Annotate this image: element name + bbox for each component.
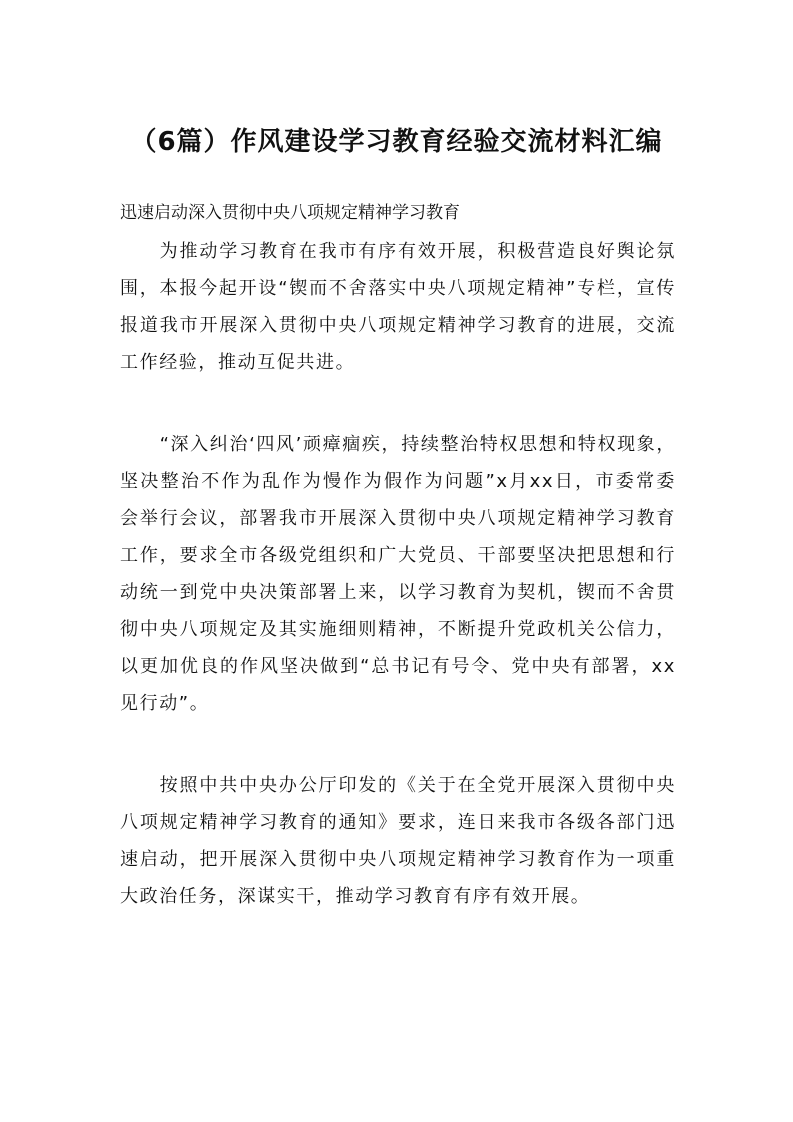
paragraph-spacer	[120, 722, 676, 767]
paragraph-2: “深入纠治‘四风’顽瘴痼疾，持续整治特权思想和特权现象，坚决整治不作为乱作为慢作为假作为问题”x月xx日，市委常委会举行会议，部署我市开展深入贯彻中央八项规定精神学习教育工作，要求全市各级党组织和广大党员、干部要坚决把思想和行动统一到党中央决策部署上来，以学习教育为契机，锲而不舍贯彻中央八项规定及其实施细则精神，不断提升党政机关公信力，以更加优良的作风坚决做到“总书记有号令、党中央有部署，xx见行动”。	[120, 434, 676, 714]
document-title: （6篇）作风建设学习教育经验交流材料汇编	[130, 127, 663, 157]
paragraph-3: 按照中共中央办公厅印发的《关于在全党开展深入贯彻中央八项规定精神学习教育的通知》要求，连日来我市各级各部门迅速启动，把开展深入贯彻中央八项规定精神学习教育作为一项重大政治任务，深谋实干，推动学习教育有序有效开展。	[120, 775, 676, 907]
paragraph-spacer	[120, 381, 676, 426]
section-heading: 迅速启动深入贯彻中央八项规定精神学习教育	[120, 203, 460, 223]
paragraph-1: 为推动学习教育在我市有序有效开展，积极营造良好舆论氛围，本报今起开设“锲而不舍落实中央八项规定精神”专栏，宣传报道我市开展深入贯彻中央八项规定精神学习教育的进展，交流工作经验，推动互促共进。	[120, 241, 676, 373]
document-body	[120, 197, 676, 915]
